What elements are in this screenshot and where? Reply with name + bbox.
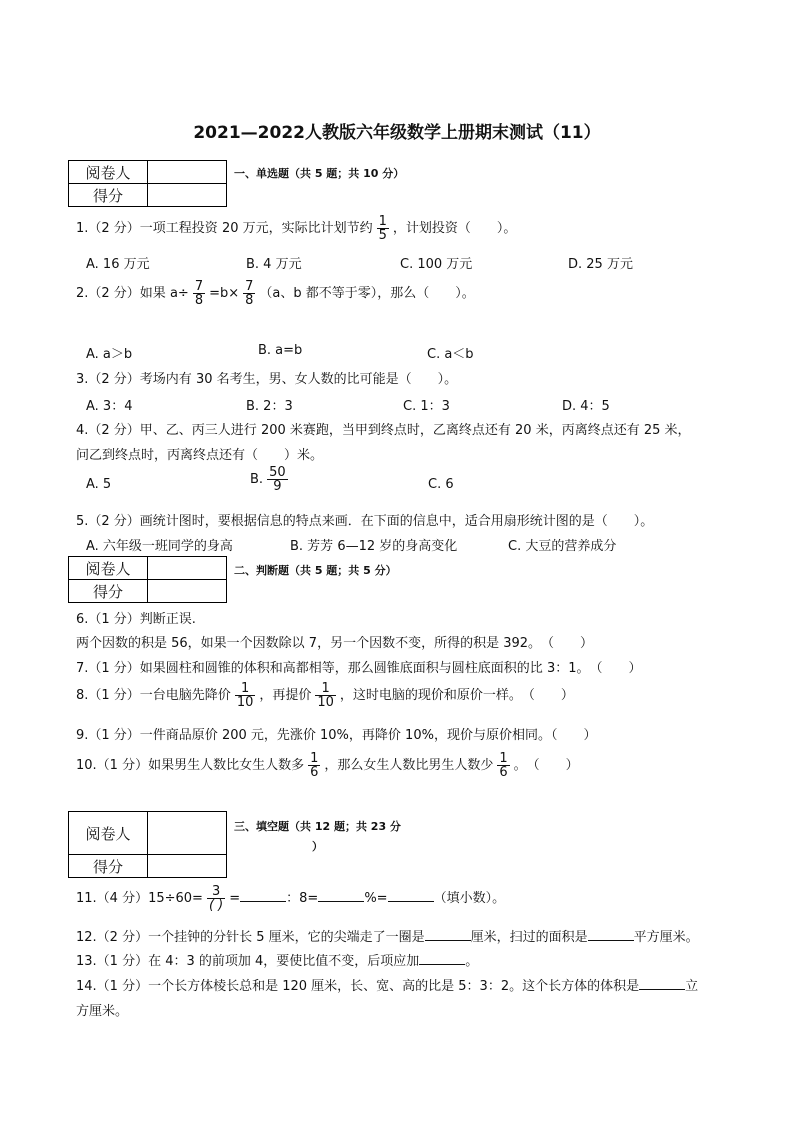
q3-option-c[interactable]: C. 1：3: [403, 399, 450, 414]
fraction: $\frac{1}{10}$: [236, 681, 254, 710]
q5-option-c[interactable]: C. 大豆的营养成分: [508, 539, 617, 554]
score-label: 得分: [69, 580, 148, 603]
grader-field[interactable]: [148, 161, 227, 184]
q4-option-c[interactable]: C. 6: [428, 477, 454, 492]
question-6-line-1: 6.（1 分）判断正误.: [76, 612, 196, 627]
section-3-heading-end: ）: [312, 840, 323, 853]
question-1-stem: 1.（2 分）一项工程投资 20 万元，实际比计划节约: [76, 221, 373, 236]
q1-option-a[interactable]: A. 16 万元: [86, 257, 150, 272]
question-1-tail: ，计划投资（ ）。: [392, 221, 517, 236]
score-field[interactable]: [148, 580, 227, 603]
score-field[interactable]: [148, 184, 227, 207]
answer-blank[interactable]: [240, 889, 286, 902]
q2-option-a[interactable]: A. a＞b: [86, 347, 133, 362]
grader-label: 阅卷人: [69, 557, 148, 580]
fraction: $\frac{1}{10}$: [317, 681, 334, 710]
fraction: $\frac{1}{5}$: [378, 214, 387, 243]
q1-option-c[interactable]: C. 100 万元: [400, 257, 473, 272]
fraction: $\frac{3}{( )}$: [208, 884, 224, 913]
question-7: 7.（1 分）如果圆柱和圆锥的体积和高都相等，那么圆锥底面积与圆柱底面积的比 3：1。 （ ）: [76, 661, 642, 676]
q3-option-b[interactable]: B. 2：3: [246, 399, 293, 414]
section-2-heading: 二、判断题（共 5 题；共 5 分）: [234, 564, 397, 577]
answer-blank[interactable]: [639, 977, 685, 990]
question-6-line-2: 两个因数的积是 56，如果一个因数除以 7，另一个因数不变，所得的积是 392。 （ ）: [76, 636, 594, 651]
question-11: 11.（4 分）15÷60= $\frac{3}{( )}$ = ：8= %= （填小数）。: [76, 884, 506, 913]
question-12: 12.（2 分）一个挂钟的分针长 5 厘米，它的尖端走了一圈是 厘米，扫过的面积是 平方厘米。: [76, 930, 699, 945]
answer-blank[interactable]: [318, 889, 364, 902]
q5-option-a[interactable]: A. 六年级一班同学的身高: [86, 539, 233, 554]
question-4-line-1: 4.（2 分）甲、乙、丙三人进行 200 米赛跑，当甲到终点时，乙离终点还有 20 米，丙离终点还有 25 米，: [76, 423, 691, 438]
score-box-1: [68, 160, 227, 207]
question-2: 2.（2 分）如果 a÷ $\frac{7}{8}$ =b× $\frac{7}{8}$ （a、b 都不等于零），那么（ ）。: [76, 279, 475, 308]
question-14-line-2: 方厘米。: [76, 1004, 129, 1019]
q5-option-b[interactable]: B. 芳芳 6—12 岁的身高变化: [290, 539, 458, 554]
q4-option-a[interactable]: A. 5: [86, 477, 112, 492]
question-9: 9.（1 分）一件商品原价 200 元，先涨价 10%，再降价 10%，现价与原价相同。（ ）: [76, 728, 597, 743]
fraction: $\frac{7}{8}$: [245, 279, 254, 308]
score-box-3: [68, 811, 227, 878]
answer-blank[interactable]: [388, 889, 434, 902]
fraction: $\frac{7}{8}$: [194, 279, 204, 308]
question-10: 10.（1 分）如果男生人数比女生人数多 $\frac{1}{6}$ ，那么女生人数比男生人数少 $\frac{1}{6}$ 。 （ ）: [76, 751, 579, 780]
question-3: 3.（2 分）考场内有 30 名考生，男、女人数的比可能是（ ）。: [76, 372, 458, 387]
answer-blank[interactable]: [588, 928, 634, 941]
question-1: [76, 214, 516, 244]
fraction: $\frac{1}{6}$: [310, 751, 319, 780]
score-label: 得分: [69, 855, 148, 878]
q3-option-d[interactable]: D. 4：5: [562, 399, 610, 414]
page-title: 2021—2022人教版六年级数学上册期末测试（11）: [193, 123, 601, 143]
grader-field[interactable]: [148, 557, 227, 580]
q1-option-b[interactable]: B. 4 万元: [246, 257, 302, 272]
grader-label: 阅卷人: [69, 161, 148, 184]
answer-blank[interactable]: [419, 952, 465, 965]
score-label: 得分: [69, 184, 148, 207]
score-field[interactable]: [148, 855, 227, 878]
question-14-line-1: 14.（1 分）一个长方体棱长总和是 120 厘米，长、宽、高的比是 5：3：2。这个长方体的体积是 立: [76, 979, 699, 994]
q3-option-a[interactable]: A. 3：4: [86, 399, 133, 414]
q4-option-b[interactable]: B. $\frac{50}{9}$: [250, 465, 286, 494]
fraction: $\frac{50}{9}$: [269, 465, 286, 494]
question-4-line-2: 问乙到终点时，丙离终点还有（ ）米。: [76, 448, 324, 463]
q2-option-b[interactable]: B. a=b: [258, 343, 303, 358]
question-5: 5.（2 分）画统计图时，要根据信息的特点来画．在下面的信息中，适合用扇形统计图的是（ ）。: [76, 514, 654, 529]
grader-field[interactable]: [148, 812, 227, 855]
grader-label: 阅卷人: [69, 812, 148, 855]
section-1-heading: 一、单选题（共 5 题；共 10 分）: [234, 167, 405, 180]
question-8: 8.（1 分）一台电脑先降价 $\frac{1}{10}$ ，再提价 $\frac{1}{10}$ ，这时电脑的现价和原价一样。 （ ）: [76, 681, 574, 710]
fraction: $\frac{1}{6}$: [499, 751, 508, 780]
score-box-2: [68, 556, 227, 603]
section-3-heading: 三、填空题（共 12 题；共 23 分: [234, 820, 401, 833]
q1-option-d[interactable]: D. 25 万元: [568, 257, 633, 272]
q2-option-c[interactable]: C. a＜b: [427, 347, 474, 362]
answer-blank[interactable]: [425, 928, 471, 941]
question-13: 13.（1 分）在 4：3 的前项加 4，要使比值不变，后项应加 。: [76, 954, 479, 969]
